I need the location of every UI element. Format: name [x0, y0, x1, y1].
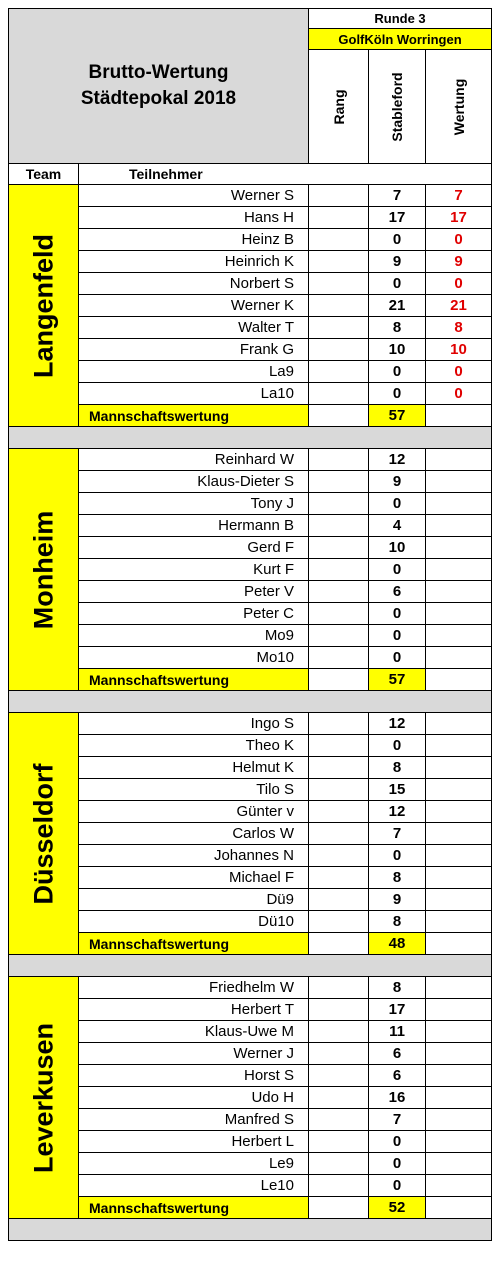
stableford-cell: 10: [369, 339, 426, 361]
wertung-cell: 10: [426, 339, 492, 361]
player-row: [9, 625, 492, 647]
player-name: Dü10: [79, 911, 309, 933]
venue-label: GolfKöln Worringen: [309, 29, 492, 50]
stableford-cell: 7: [369, 185, 426, 207]
player-row: [9, 977, 492, 999]
player-name: Manfred S: [79, 1109, 309, 1131]
col-header-teilnehmer: Teilnehmer: [79, 164, 492, 185]
wertung-cell: [426, 801, 492, 823]
stableford-cell: 10: [369, 537, 426, 559]
stableford-cell: 0: [369, 1175, 426, 1197]
player-name: Friedhelm W: [79, 977, 309, 999]
separator-row: [9, 955, 492, 977]
player-row: [9, 339, 492, 361]
col-header-stableford: Stableford: [369, 50, 426, 164]
team-total-label: Mannschaftswertung: [79, 933, 309, 955]
team-total-label: Mannschaftswertung: [79, 1197, 309, 1219]
separator-row: [9, 1219, 492, 1241]
player-row: [9, 845, 492, 867]
rang-cell: [309, 669, 369, 691]
player-name: Klaus-Dieter S: [79, 471, 309, 493]
wertung-cell: [426, 405, 492, 427]
player-name: Norbert S: [79, 273, 309, 295]
player-row: [9, 273, 492, 295]
stableford-cell: 0: [369, 493, 426, 515]
stableford-cell: 4: [369, 515, 426, 537]
wertung-cell: [426, 977, 492, 999]
team-total-label: Mannschaftswertung: [79, 669, 309, 691]
wertung-cell: 0: [426, 273, 492, 295]
player-name: Tony J: [79, 493, 309, 515]
stableford-cell: 0: [369, 383, 426, 405]
rang-cell: [309, 801, 369, 823]
team-name: Monheim: [9, 449, 79, 691]
rang-cell: [309, 1197, 369, 1219]
player-name: Peter V: [79, 581, 309, 603]
separator-row: [9, 427, 492, 449]
player-row: [9, 911, 492, 933]
player-name: Mo9: [79, 625, 309, 647]
col-header-wertung: Wertung: [426, 50, 492, 164]
stableford-cell: 17: [369, 999, 426, 1021]
player-name: Werner K: [79, 295, 309, 317]
wertung-cell: [426, 779, 492, 801]
page-title: [9, 9, 309, 164]
player-row: [9, 185, 492, 207]
stableford-cell: 0: [369, 603, 426, 625]
player-name: Peter C: [79, 603, 309, 625]
rang-cell: [309, 405, 369, 427]
player-name: Udo H: [79, 1087, 309, 1109]
col-header-team: Team: [9, 164, 79, 185]
rang-cell: [309, 757, 369, 779]
rang-cell: [309, 537, 369, 559]
player-row: [9, 1043, 492, 1065]
player-row: [9, 493, 492, 515]
player-name: Klaus-Uwe M: [79, 1021, 309, 1043]
team-total-row: [9, 669, 492, 691]
team-name: Langenfeld: [9, 185, 79, 427]
wertung-cell: 7: [426, 185, 492, 207]
rang-cell: [309, 713, 369, 735]
separator: [9, 691, 492, 713]
stableford-cell: 0: [369, 273, 426, 295]
round-label: Runde 3: [309, 9, 492, 29]
player-row: [9, 207, 492, 229]
stableford-cell: 8: [369, 317, 426, 339]
wertung-cell: 0: [426, 229, 492, 251]
separator: [9, 955, 492, 977]
wertung-cell: [426, 845, 492, 867]
rang-cell: [309, 383, 369, 405]
player-name: Walter T: [79, 317, 309, 339]
stableford-cell: 0: [369, 647, 426, 669]
player-row: [9, 1087, 492, 1109]
player-name: Heinrich K: [79, 251, 309, 273]
rang-cell: [309, 1087, 369, 1109]
wertung-cell: 0: [426, 361, 492, 383]
stableford-cell: 7: [369, 823, 426, 845]
stableford-cell: 0: [369, 1153, 426, 1175]
wertung-cell: [426, 1131, 492, 1153]
player-row: [9, 581, 492, 603]
player-row: [9, 1065, 492, 1087]
player-row: [9, 801, 492, 823]
stableford-cell: 6: [369, 1043, 426, 1065]
team-total-row: [9, 405, 492, 427]
wertung-cell: [426, 1153, 492, 1175]
player-name: La10: [79, 383, 309, 405]
wertung-cell: [426, 603, 492, 625]
stableford-cell: 0: [369, 845, 426, 867]
player-row: [9, 779, 492, 801]
wertung-cell: [426, 911, 492, 933]
rang-cell: [309, 889, 369, 911]
rang-cell: [309, 735, 369, 757]
player-name: Herbert T: [79, 999, 309, 1021]
wertung-cell: [426, 669, 492, 691]
stableford-cell: 0: [369, 625, 426, 647]
wertung-cell: [426, 1087, 492, 1109]
stableford-cell: 15: [369, 779, 426, 801]
rang-cell: [309, 999, 369, 1021]
stableford-cell: 8: [369, 867, 426, 889]
stableford-cell: 12: [369, 449, 426, 471]
stableford-cell: 9: [369, 251, 426, 273]
rang-cell: [309, 1021, 369, 1043]
wertung-cell: [426, 1065, 492, 1087]
player-row: [9, 537, 492, 559]
team-total-value: 57: [369, 669, 426, 691]
rang-cell: [309, 273, 369, 295]
team-total-label: Mannschaftswertung: [79, 405, 309, 427]
col-header-rang: Rang: [309, 50, 369, 164]
player-row: [9, 603, 492, 625]
stableford-cell: 12: [369, 713, 426, 735]
player-row: [9, 515, 492, 537]
score-table: [8, 8, 492, 1241]
separator: [9, 427, 492, 449]
player-name: Horst S: [79, 1065, 309, 1087]
team-total-value: 57: [369, 405, 426, 427]
rang-cell: [309, 471, 369, 493]
player-name: Heinz B: [79, 229, 309, 251]
rang-cell: [309, 845, 369, 867]
team-total-row: [9, 1197, 492, 1219]
wertung-cell: [426, 559, 492, 581]
player-row: [9, 867, 492, 889]
player-name: Frank G: [79, 339, 309, 361]
player-row: [9, 449, 492, 471]
wertung-cell: [426, 1175, 492, 1197]
player-row: [9, 317, 492, 339]
wertung-cell: [426, 1197, 492, 1219]
rang-cell: [309, 625, 369, 647]
player-name: Hans H: [79, 207, 309, 229]
rang-cell: [309, 185, 369, 207]
wertung-cell: [426, 889, 492, 911]
rang-cell: [309, 251, 369, 273]
player-row: [9, 1021, 492, 1043]
player-name: Johannes N: [79, 845, 309, 867]
rang-cell: [309, 361, 369, 383]
player-name: Günter v: [79, 801, 309, 823]
player-row: [9, 295, 492, 317]
player-row: [9, 229, 492, 251]
wertung-cell: [426, 1021, 492, 1043]
wertung-cell: [426, 471, 492, 493]
wertung-cell: [426, 537, 492, 559]
rang-cell: [309, 339, 369, 361]
player-name: Michael F: [79, 867, 309, 889]
player-row: [9, 1175, 492, 1197]
player-row: [9, 647, 492, 669]
player-row: [9, 471, 492, 493]
player-name: Carlos W: [79, 823, 309, 845]
player-row: [9, 1131, 492, 1153]
player-row: [9, 889, 492, 911]
player-name: Ingo S: [79, 713, 309, 735]
team-total-value: 52: [369, 1197, 426, 1219]
stableford-cell: 8: [369, 911, 426, 933]
stableford-cell: 21: [369, 295, 426, 317]
wertung-cell: 21: [426, 295, 492, 317]
stableford-cell: 0: [369, 229, 426, 251]
stableford-cell: 9: [369, 471, 426, 493]
rang-cell: [309, 867, 369, 889]
wertung-cell: 8: [426, 317, 492, 339]
player-row: [9, 361, 492, 383]
team-total-value: 48: [369, 933, 426, 955]
wertung-cell: [426, 735, 492, 757]
player-row: [9, 757, 492, 779]
player-row: [9, 735, 492, 757]
player-row: [9, 559, 492, 581]
stableford-cell: 12: [369, 801, 426, 823]
rang-cell: [309, 911, 369, 933]
stableford-cell: 8: [369, 977, 426, 999]
wertung-cell: [426, 1043, 492, 1065]
player-name: La9: [79, 361, 309, 383]
stableford-cell: 0: [369, 559, 426, 581]
player-row: [9, 713, 492, 735]
player-row: [9, 999, 492, 1021]
player-name: Le10: [79, 1175, 309, 1197]
wertung-cell: [426, 493, 492, 515]
player-name: Hermann B: [79, 515, 309, 537]
wertung-cell: [426, 757, 492, 779]
wertung-cell: [426, 625, 492, 647]
rang-cell: [309, 449, 369, 471]
player-name: Gerd F: [79, 537, 309, 559]
separator-row: [9, 691, 492, 713]
rang-cell: [309, 823, 369, 845]
wertung-cell: [426, 933, 492, 955]
stableford-cell: 6: [369, 581, 426, 603]
rang-cell: [309, 647, 369, 669]
player-name: Werner J: [79, 1043, 309, 1065]
rang-cell: [309, 1175, 369, 1197]
wertung-cell: 9: [426, 251, 492, 273]
score-sheet: [8, 8, 491, 1241]
player-name: Helmut K: [79, 757, 309, 779]
rang-cell: [309, 779, 369, 801]
rang-cell: [309, 207, 369, 229]
wertung-cell: [426, 581, 492, 603]
wertung-cell: 17: [426, 207, 492, 229]
team-name: Düsseldorf: [9, 713, 79, 955]
rang-cell: [309, 493, 369, 515]
player-row: [9, 823, 492, 845]
wertung-cell: [426, 713, 492, 735]
rang-cell: [309, 977, 369, 999]
wertung-cell: [426, 515, 492, 537]
rang-cell: [309, 559, 369, 581]
rang-cell: [309, 1153, 369, 1175]
player-name: Kurt F: [79, 559, 309, 581]
team-name: Leverkusen: [9, 977, 79, 1219]
stableford-cell: 8: [369, 757, 426, 779]
stableford-cell: 9: [369, 889, 426, 911]
stableford-cell: 0: [369, 361, 426, 383]
team-total-row: [9, 933, 492, 955]
rang-cell: [309, 295, 369, 317]
stableford-cell: 17: [369, 207, 426, 229]
rang-cell: [309, 1065, 369, 1087]
player-name: Dü9: [79, 889, 309, 911]
rang-cell: [309, 1109, 369, 1131]
title-line-2: Städtepokal 2018: [80, 88, 237, 109]
wertung-cell: [426, 647, 492, 669]
wertung-cell: 0: [426, 383, 492, 405]
player-row: [9, 1153, 492, 1175]
rang-cell: [309, 229, 369, 251]
rang-cell: [309, 603, 369, 625]
stableford-cell: 11: [369, 1021, 426, 1043]
title-line-1: Brutto-Wertung: [88, 62, 229, 84]
player-name: Reinhard W: [79, 449, 309, 471]
player-name: Werner S: [79, 185, 309, 207]
player-name: Theo K: [79, 735, 309, 757]
wertung-cell: [426, 999, 492, 1021]
player-row: [9, 1109, 492, 1131]
rang-cell: [309, 1043, 369, 1065]
player-name: Tilo S: [79, 779, 309, 801]
wertung-cell: [426, 823, 492, 845]
rang-cell: [309, 515, 369, 537]
wertung-cell: [426, 449, 492, 471]
player-name: Mo10: [79, 647, 309, 669]
rang-cell: [309, 317, 369, 339]
player-row: [9, 383, 492, 405]
separator: [9, 1219, 492, 1241]
player-name: Herbert L: [79, 1131, 309, 1153]
stableford-cell: 16: [369, 1087, 426, 1109]
stableford-cell: 0: [369, 1131, 426, 1153]
stableford-cell: 7: [369, 1109, 426, 1131]
stableford-cell: 0: [369, 735, 426, 757]
player-row: [9, 251, 492, 273]
rang-cell: [309, 933, 369, 955]
wertung-cell: [426, 867, 492, 889]
rang-cell: [309, 1131, 369, 1153]
wertung-cell: [426, 1109, 492, 1131]
stableford-cell: 6: [369, 1065, 426, 1087]
player-name: Le9: [79, 1153, 309, 1175]
rang-cell: [309, 581, 369, 603]
